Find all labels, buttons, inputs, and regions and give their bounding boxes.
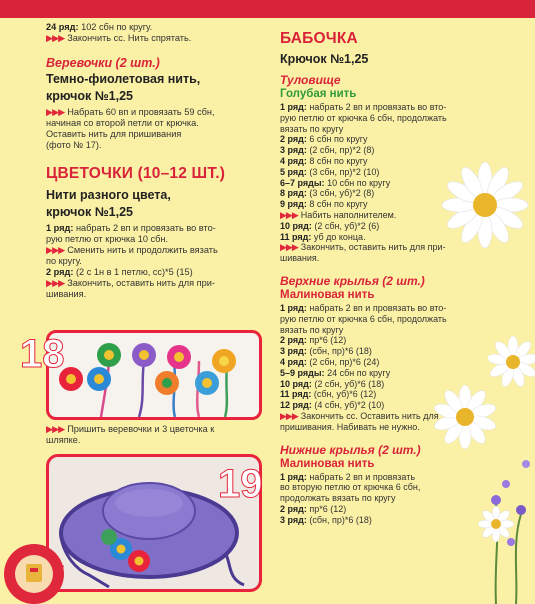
- butterfly-hook: Крючок №1,25: [280, 52, 369, 66]
- ropes-title: Веревочки (2 шт.): [46, 56, 160, 70]
- body-row-1-cont: вязать по кругу: [280, 123, 344, 134]
- ropes-line: (фото № 17).: [46, 140, 102, 150]
- body-row: 11 ряд: уб до конца.: [280, 231, 366, 242]
- arrow-icon: ▶▶▶: [46, 424, 65, 434]
- upper-row-1-cont: рую петлю от крючка 6 сбн, продолжать: [280, 313, 447, 324]
- left-column: [46, 22, 268, 300]
- arrow-icon: ▶▶▶: [46, 245, 65, 255]
- body-row: 2 ряд: 6 сбн по кругу: [280, 134, 368, 145]
- body-finish: ▶▶▶ Закончить, оставить нить для при-: [280, 242, 446, 253]
- upper-finish: ▶▶▶ Закончить сс. Оставить нить для: [280, 410, 439, 421]
- flowers-change-cont: по кругу.: [46, 256, 82, 266]
- body-row: 4 ряд: 8 сбн по кругу: [280, 155, 368, 166]
- ropes-line: начиная со второй петли от крючка.: [46, 118, 199, 128]
- daisy-icon: [440, 160, 530, 250]
- upper-wings-title: Верхние крылья (2 шт.): [280, 273, 425, 288]
- lower-row: 3 ряд: (сбн, пр)*6 (18): [280, 514, 372, 525]
- arrow-icon: ▶▶▶: [280, 410, 298, 421]
- crochet-flowers-image: [49, 333, 259, 417]
- upper-row: 2 ряд: пр*6 (12): [280, 335, 347, 346]
- upper-row: 3 ряд: (сбн, пр)*6 (18): [280, 346, 372, 357]
- upper-row-1: 1 ряд: набрать 2 вп и провязать во вто-: [280, 302, 447, 313]
- ropes-subtitle-2: крючок №1,25: [46, 89, 133, 103]
- wildflowers-icon: [466, 424, 535, 604]
- upper-row: 4 ряд: (2 сбн, пр)*6 (24): [280, 356, 380, 367]
- body-color: Голубая нить: [280, 88, 357, 100]
- body-title: Туловище: [280, 73, 341, 87]
- flowers-row-2: 2 ряд: (2 с 1н в 1 петлю, сс)*5 (15): [46, 267, 193, 277]
- body-row-1-cont: рую петлю от крючка 6 сбн, продолжать: [280, 112, 447, 123]
- flowers-subtitle-2: крючок №1,25: [46, 205, 133, 219]
- caption-18: [46, 424, 268, 446]
- arrow-icon: ▶▶▶: [46, 107, 65, 117]
- lower-wings-color: Малиновая нить: [280, 457, 375, 470]
- logo-icon: [0, 536, 80, 604]
- ropes-line: Оставить нить для пришивания: [46, 129, 182, 139]
- caption-line: ▶▶▶ Пришить веревочки и 3 цветочка к: [46, 424, 215, 434]
- lower-row-1-cont: во вторую петлю от крючка 6 сбн,: [280, 482, 421, 493]
- arrow-icon: ▶▶▶: [46, 33, 65, 43]
- ropes-subtitle-1: Темно-фиолетовая нить,: [46, 72, 201, 86]
- lower-row-1-cont: продолжать вязать по кругу: [280, 493, 396, 504]
- photo-number-18: 18: [20, 332, 65, 376]
- body-fill: ▶▶▶ Набить наполнителем.: [280, 209, 397, 220]
- arrow-icon: ▶▶▶: [46, 278, 65, 288]
- upper-row: 5–9 ряды: 24 сбн по кругу: [280, 367, 391, 378]
- flowers-change: ▶▶▶ Сменить нить и продолжить вязать: [46, 245, 218, 255]
- upper-finish-cont: пришивания. Набивать не нужно.: [280, 421, 420, 432]
- caption-line-cont: шляпке.: [46, 435, 81, 445]
- lower-row: 2 ряд: пр*6 (12): [280, 503, 347, 514]
- right-column: [280, 30, 480, 526]
- body-finish-cont: шивания.: [280, 253, 320, 264]
- upper-row: 10 ряд: (2 сбн, уб)*6 (18): [280, 378, 385, 389]
- body-row: 5 ряд: (3 сбн, пр)*2 (10): [280, 166, 380, 177]
- body-row-1: 1 ряд: набрать 2 вп и провязать во вто-: [280, 102, 447, 112]
- upper-wings-color: Малиновая нить: [280, 288, 375, 301]
- body-row: 8 ряд: (3 сбн, уб)*2 (8): [280, 188, 375, 199]
- body-row: 3 ряд: (2 сбн, пр)*2 (8): [280, 145, 375, 156]
- body-row: 6–7 ряды: 10 сбн по кругу: [280, 177, 391, 188]
- photo-number-19: 19: [218, 462, 263, 506]
- arrow-icon: ▶▶▶: [280, 209, 298, 220]
- upper-row: 12 ряд: (4 сбн, уб)*2 (10): [280, 400, 385, 411]
- lower-wings-title: Нижние крылья (2 шт.): [280, 442, 421, 457]
- photo-flowers-ropes: [46, 330, 262, 420]
- lower-row-1: 1 ряд: набрать 2 вп и провязать: [280, 471, 416, 482]
- flowers-row-1: 1 ряд: набрать 2 вп и провязать во вто-: [46, 223, 216, 233]
- body-row: 10 ряд: (2 сбн, уб)*2 (6): [280, 220, 380, 231]
- arrow-icon: ▶▶▶: [280, 242, 298, 253]
- flowers-subtitle-1: Нити разного цвета,: [46, 188, 171, 202]
- flowers-finish: ▶▶▶ Закончить, оставить нить для при-: [46, 278, 215, 288]
- ropes-line: ▶▶▶ Набрать 60 вп и провязать 59 сбн,: [46, 107, 215, 117]
- flowers-title: ЦВЕТОЧКИ (10–12 ШТ.): [46, 165, 226, 182]
- flowers-finish-cont: шивания.: [46, 289, 87, 299]
- finish-line-1: ▶▶▶ Закончить сс. Нить спрятать.: [46, 33, 192, 43]
- flowers-row-1-cont: рую петлю от крючка 10 сбн.: [46, 234, 169, 244]
- daisy-icon: [488, 332, 535, 392]
- row-24: 24 ряд: 102 сбн по кругу.: [46, 22, 153, 32]
- butterfly-title: БАБОЧКА: [280, 30, 358, 47]
- top-red-band: [0, 0, 535, 18]
- upper-row: 11 ряд: (сбн, уб)*6 (12): [280, 389, 377, 400]
- upper-row-1-cont: вязать по кругу: [280, 324, 344, 335]
- body-row: 9 ряд: 8 сбн по кругу: [280, 199, 368, 210]
